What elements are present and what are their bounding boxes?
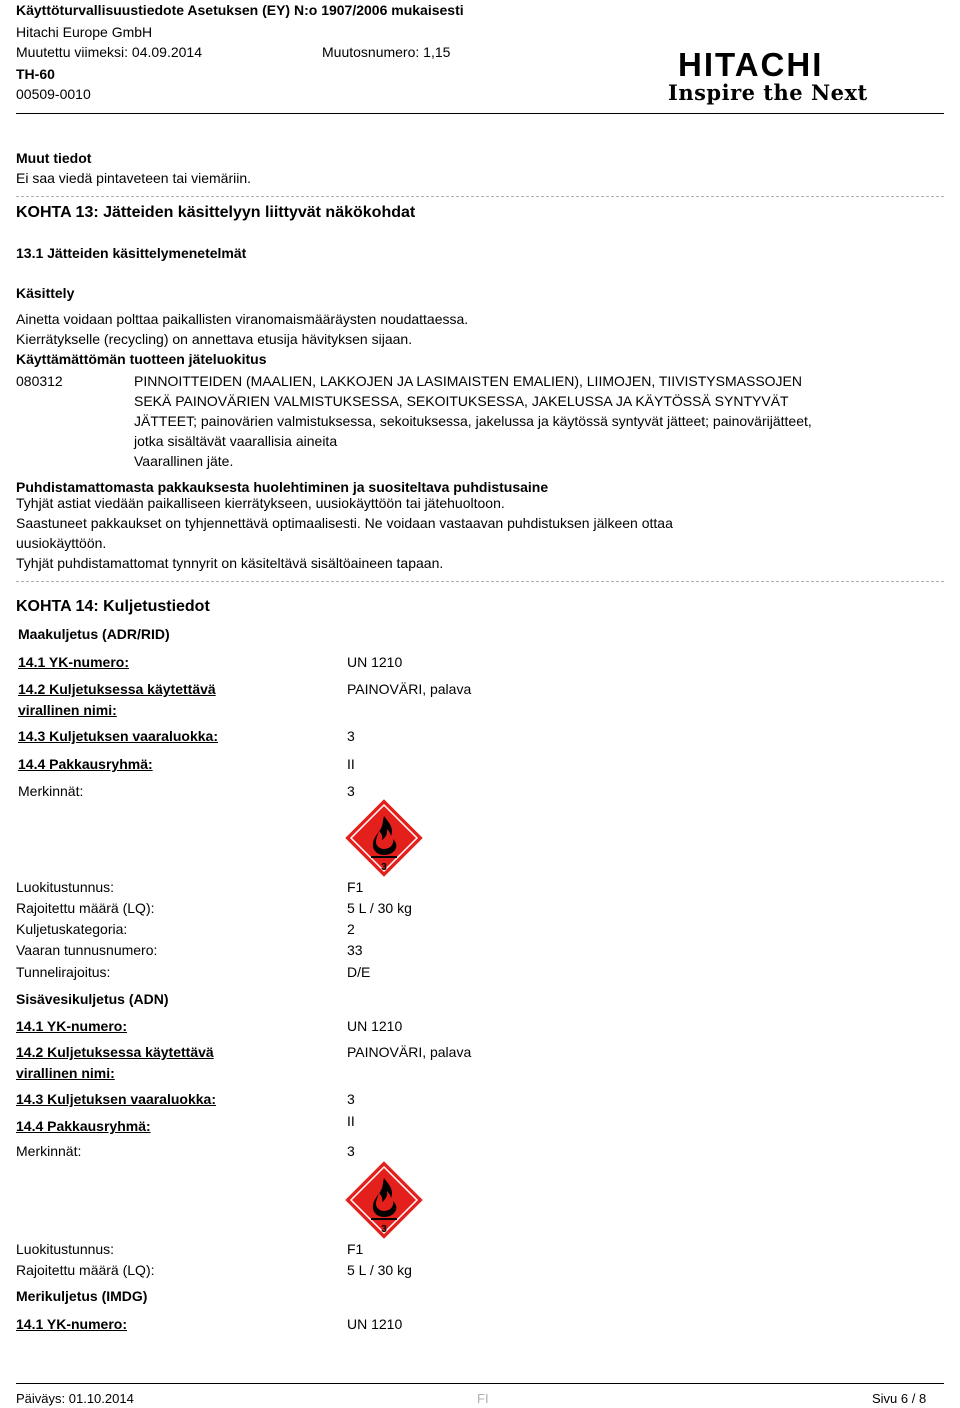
footer-rule	[16, 1383, 944, 1384]
footer-language: FI	[477, 1391, 489, 1406]
revised-date: Muutettu viimeksi: 04.09.2014	[16, 44, 202, 60]
section13-1-heading: 13.1 Jätteiden käsittelymenetelmät	[16, 245, 247, 261]
adr-name-label-2: virallinen nimi:	[18, 702, 117, 718]
waste-description-line-1: PINNOITTEIDEN (MAALIEN, LAKKOJEN JA LASIMAISTEN EMALIEN), LIIMOJEN, TIIVISTYSMASSOJEN	[134, 373, 802, 389]
adr-classification-code-label: Luokitustunnus:	[16, 879, 115, 895]
imdg-un-label: 14.1 YK-numero:	[16, 1316, 127, 1332]
adn-labels-label: Merkinnät:	[16, 1143, 82, 1159]
adn-name-label-1: 14.2 Kuljetuksessa käytettävä	[16, 1044, 214, 1060]
adn-limited-quantity-value: 5 L / 30 kg	[347, 1262, 412, 1278]
section-divider	[16, 196, 944, 197]
waste-code: 080312	[16, 373, 63, 389]
adr-tunnel-code-label: Tunnelirajoitus:	[16, 964, 111, 980]
adr-hazard-number-value: 33	[347, 942, 363, 958]
adr-name-value: PAINOVÄRI, palava	[347, 681, 472, 697]
packaging-line-4: Tyhjät puhdistamattomat tynnyrit on käsiteltävä sisältöaineen tapaan.	[16, 555, 444, 571]
imdg-un-value: UN 1210	[347, 1316, 403, 1332]
waste-description-line-2: SEKÄ PAINOVÄRIEN VALMISTUKSESSA, SEKOITUKSESSA, JAKELUSSA JA KÄYTÖSSÄ SYNTYVÄT	[134, 393, 789, 409]
handling-line-1: Ainetta voidaan polttaa paikallisten viranomaismääräysten noudattaessa.	[16, 311, 469, 327]
other-info-text: Ei saa viedä pintaveteen tai viemäriin.	[16, 170, 252, 186]
imdg-heading: Merikuljetus (IMDG)	[16, 1288, 148, 1304]
product-code: 00509-0010	[16, 86, 91, 102]
adn-heading: Sisävesikuljetus (ADN)	[16, 991, 169, 1007]
waste-description-line-3: JÄTTEET; painovärien valmistuksessa, sekoituksessa, jakelussa ja käytössä syntyvät jätteet; painovärijätteet,	[134, 413, 812, 429]
adn-class-value: 3	[347, 1091, 355, 1107]
adr-class-value: 3	[347, 728, 355, 744]
adr-un-value: UN 1210	[347, 654, 403, 670]
adn-un-label: 14.1 YK-numero:	[16, 1018, 127, 1034]
adr-tunnel-code-value: D/E	[347, 964, 371, 980]
adn-labels-value: 3	[347, 1143, 355, 1159]
packaging-line-2: Saastuneet pakkaukset on tyhjennettävä optimaalisesti. Ne voidaan vastaavan puhdistuksen jälkeen ottaa	[16, 515, 673, 531]
adr-un-label: 14.1 YK-numero:	[18, 654, 129, 670]
adr-labels-value: 3	[347, 783, 355, 799]
logo-brand: HITACHI	[678, 46, 824, 83]
section13-title: KOHTA 13: Jätteiden käsittelyyn liittyvät näkökohdat	[16, 204, 416, 221]
adr-limited-quantity-value: 5 L / 30 kg	[347, 900, 412, 916]
waste-heading: Käyttämättömän tuotteen jäteluokitus	[16, 351, 267, 367]
adr-limited-quantity-label: Rajoitettu määrä (LQ):	[16, 900, 155, 916]
adn-name-value: PAINOVÄRI, palava	[347, 1044, 472, 1060]
document-title: Käyttöturvallisuustiedote Asetuksen (EY) N:o 1907/2006 mukaisesti	[16, 2, 464, 18]
adn-packing-group-label: 14.4 Pakkausryhmä:	[16, 1118, 151, 1134]
adr-packing-group-label: 14.4 Pakkausryhmä:	[18, 756, 153, 772]
other-info-heading: Muut tiedot	[16, 150, 92, 166]
flammable-liquid-diamond-icon	[344, 798, 424, 878]
company-name: Hitachi Europe GmbH	[16, 24, 153, 40]
adr-classification-code-value: F1	[347, 879, 364, 895]
adr-hazard-number-label: Vaaran tunnusnumero:	[16, 942, 158, 958]
packaging-heading: Puhdistamattomasta pakkauksesta huolehtiminen ja suositeltava puhdistusaine	[16, 479, 549, 495]
adr-packing-group-value: II	[347, 756, 355, 772]
header-rule	[16, 113, 944, 114]
adn-name-label-2: virallinen nimi:	[16, 1065, 115, 1081]
adr-transport-category-label: Kuljetuskategoria:	[16, 921, 128, 937]
section14-title: KOHTA 14: Kuljetustiedot	[16, 598, 210, 615]
handling-heading: Käsittely	[16, 285, 75, 301]
product-name: TH-60	[16, 66, 55, 82]
adn-limited-quantity-label: Rajoitettu määrä (LQ):	[16, 1262, 155, 1278]
adn-packing-group-value: II	[347, 1113, 355, 1129]
section-divider	[16, 581, 944, 582]
adr-labels-label: Merkinnät:	[18, 783, 84, 799]
flammable-liquid-diamond-icon	[344, 1160, 424, 1240]
adn-class-label: 14.3 Kuljetuksen vaaraluokka:	[16, 1091, 216, 1107]
adr-transport-category-value: 2	[347, 921, 355, 937]
waste-description-line-5: Vaarallinen jäte.	[134, 453, 234, 469]
adr-class-label: 14.3 Kuljetuksen vaaraluokka:	[18, 728, 218, 744]
adn-classification-code-value: F1	[347, 1241, 364, 1257]
packaging-line-3: uusiokäyttöön.	[16, 535, 107, 551]
adr-name-label-1: 14.2 Kuljetuksessa käytettävä	[18, 681, 216, 697]
logo-slogan: Inspire the Next	[668, 80, 868, 105]
handling-line-2: Kierrätykselle (recycling) on annettava etusija hävityksen sijaan.	[16, 331, 413, 347]
adn-un-value: UN 1210	[347, 1018, 403, 1034]
packaging-line-1: Tyhjät astiat viedään paikalliseen kierrätykseen, uusiokäyttöön tai jätehuoltoon.	[16, 495, 505, 511]
revision-number: Muutosnumero: 1,15	[322, 44, 451, 60]
adr-heading: Maakuljetus (ADR/RID)	[18, 626, 170, 642]
hitachi-logo	[668, 48, 868, 108]
footer-date: Päiväys: 01.10.2014	[16, 1391, 134, 1406]
footer-page-number: Sivu 6 / 8	[872, 1391, 927, 1406]
adn-classification-code-label: Luokitustunnus:	[16, 1241, 115, 1257]
adr-diamond-number: 3	[381, 862, 387, 873]
waste-description-line-4: jotka sisältävät vaarallisia aineita	[134, 433, 338, 449]
adn-diamond-number: 3	[381, 1224, 387, 1235]
